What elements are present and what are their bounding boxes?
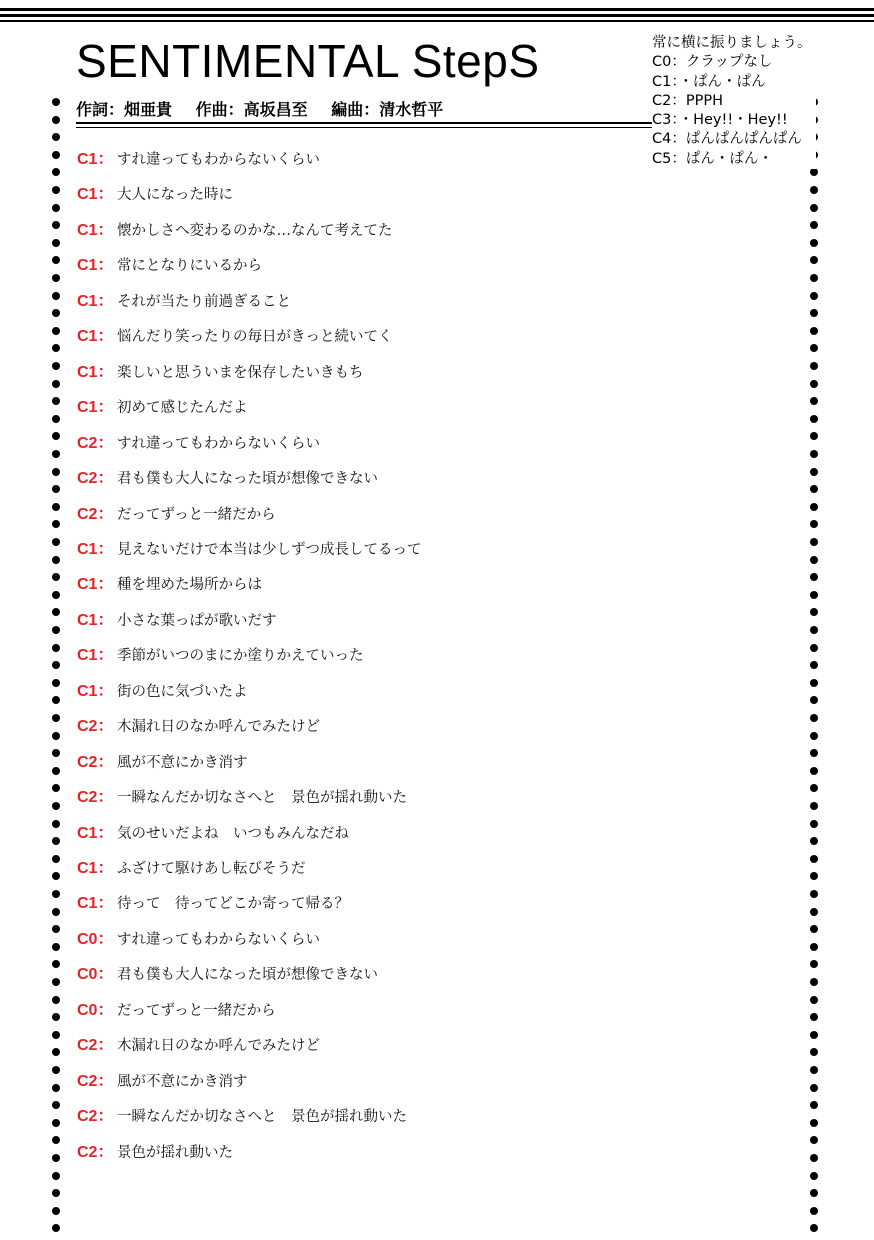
border-dot: [52, 1136, 60, 1144]
border-dot: [810, 221, 818, 229]
lyric-text: 懐かしさへ変わるのかな…なんて考えてた: [117, 222, 393, 239]
border-dot: [52, 1189, 60, 1197]
border-dot: [52, 1119, 60, 1127]
border-dot: [810, 397, 818, 405]
border-dot: [810, 292, 818, 300]
border-dot: [52, 908, 60, 916]
border-dot: [52, 256, 60, 264]
border-dot: [810, 274, 818, 282]
border-dot: [52, 1066, 60, 1074]
lyric-text: 街の色に気づいたよ: [117, 683, 248, 700]
border-dot: [52, 978, 60, 986]
border-dot: [52, 520, 60, 528]
border-dot: [810, 485, 818, 493]
lyric-line: [77, 536, 422, 558]
border-dot: [52, 608, 60, 616]
lyric-text: 木漏れ日のなか呼んでみたけど: [117, 1038, 320, 1055]
border-dot: [810, 661, 818, 669]
lyric-text: それが当たり前過ぎること: [117, 293, 291, 310]
lyric-line: [77, 820, 349, 842]
lyric-line: [77, 1139, 233, 1161]
border-dot: [52, 714, 60, 722]
border-dot: [810, 925, 818, 933]
border-dot: [810, 837, 818, 845]
lyric-line: [77, 749, 248, 771]
border-dot: [810, 168, 818, 176]
border-dot: [810, 344, 818, 352]
border-dot: [810, 256, 818, 264]
border-dot: [810, 732, 818, 740]
border-dot: [810, 608, 818, 616]
border-dot: [52, 1224, 60, 1232]
lyric-text: すれ違ってもわからないくらい: [117, 152, 320, 168]
border-dot: [52, 591, 60, 599]
call-code: C0：: [77, 930, 114, 948]
call-code: C1：: [77, 257, 114, 275]
border-dot: [810, 696, 818, 704]
border-dot: [810, 380, 818, 388]
call-code: C2：: [77, 1072, 114, 1090]
lyric-text: 初めて感じたんだよ: [117, 400, 248, 417]
title-underline: [76, 122, 652, 124]
border-dot: [810, 714, 818, 722]
call-code: C2：: [77, 1143, 114, 1161]
border-dot: [52, 784, 60, 792]
call-code: C1：: [77, 292, 114, 310]
lyric-line: [77, 926, 320, 948]
lyric-line: [77, 642, 364, 664]
border-dot: [52, 890, 60, 898]
border-dot: [52, 1207, 60, 1215]
lyric-text: 楽しいと思ういまを保存したいきもち: [117, 364, 364, 381]
border-dot: [52, 1172, 60, 1180]
border-dot: [52, 556, 60, 564]
lyric-line: [77, 430, 320, 452]
border-dot: [52, 960, 60, 968]
lyric-line: [77, 394, 248, 416]
border-dot: [810, 890, 818, 898]
border-dot: [810, 432, 818, 440]
border-dot: [810, 943, 818, 951]
border-dot: [52, 626, 60, 634]
lyric-line: [77, 146, 320, 168]
lyric-text: 常にとなりにいるから: [117, 258, 262, 275]
border-dot: [810, 1013, 818, 1021]
lyric-text: だってずっと一緒だから: [117, 506, 276, 523]
lyric-line: [77, 571, 262, 593]
call-code: C1：: [77, 895, 114, 913]
legend-item: C0：クラップなし: [652, 54, 773, 71]
call-code: C1：: [77, 363, 114, 381]
credits: [76, 97, 461, 120]
lyric-text: 小さな葉っぱが歌いだす: [117, 612, 277, 629]
border-dot: [52, 1084, 60, 1092]
border-dot: [810, 503, 818, 511]
border-dot: [52, 855, 60, 863]
border-dot: [810, 978, 818, 986]
title-underline: [76, 127, 652, 128]
border-dot: [810, 767, 818, 775]
border-dot: [52, 168, 60, 176]
border-dot: [52, 732, 60, 740]
border-dot: [810, 960, 818, 968]
lyric-text: 景色が揺れ動いた: [117, 1144, 233, 1161]
border-dot: [810, 309, 818, 317]
border-dot: [52, 362, 60, 370]
border-dot: [810, 1136, 818, 1144]
border-dot: [810, 556, 818, 564]
lyric-text: 一瞬なんだか切なさへと 景色が揺れ動いた: [117, 790, 407, 807]
border-dot: [52, 837, 60, 845]
border-dot: [52, 186, 60, 194]
call-code: C1：: [77, 611, 114, 629]
call-code: C2：: [77, 789, 114, 807]
border-dot: [810, 1119, 818, 1127]
border-dot: [810, 415, 818, 423]
border-dot: [52, 1013, 60, 1021]
border-dot: [52, 538, 60, 546]
border-dot: [810, 362, 818, 370]
lyric-text: 君も僕も大人になった頃が想像できない: [117, 967, 378, 984]
lyric-line: [77, 784, 407, 806]
call-code: C1：: [77, 399, 114, 417]
lyric-text: 木漏れ日のなか呼んでみたけど: [117, 719, 320, 736]
border-dot: [810, 573, 818, 581]
lyric-line: [77, 359, 364, 381]
top-rule: [0, 14, 874, 17]
border-dot: [52, 415, 60, 423]
lyric-line: [77, 678, 248, 700]
lyricist-credit: 作詞：畑亜貴: [76, 100, 173, 119]
border-dot: [810, 1154, 818, 1162]
border-dot: [52, 1101, 60, 1109]
call-code: C1：: [77, 824, 114, 842]
lyric-line: [77, 997, 276, 1019]
border-dot: [810, 1048, 818, 1056]
border-dot: [52, 292, 60, 300]
lyric-text: 風が不意にかき消す: [117, 1073, 248, 1090]
border-dot: [810, 679, 818, 687]
border-dot: [52, 98, 60, 106]
border-dot: [52, 802, 60, 810]
border-dot: [810, 1224, 818, 1232]
border-dot: [810, 644, 818, 652]
call-code: C1：: [77, 221, 114, 239]
border-dot: [52, 696, 60, 704]
border-dot: [810, 591, 818, 599]
top-rule: [0, 20, 874, 22]
border-dot: [52, 327, 60, 335]
border-dot: [52, 1048, 60, 1056]
legend-item: C5：ぱん・ぱん・: [652, 150, 773, 167]
call-code: C2：: [77, 1108, 114, 1126]
border-dot: [810, 749, 818, 757]
call-legend: [652, 34, 816, 169]
border-dot: [810, 872, 818, 880]
lyric-text: 気のせいだよね いつもみんなだね: [117, 825, 349, 842]
lyric-text: 待って 待ってどこか寄って帰る？: [117, 896, 349, 913]
lyric-text: 悩んだり笑ったりの毎日がきっと続いてく: [117, 329, 393, 346]
call-code: C2：: [77, 505, 114, 523]
border-dot: [52, 397, 60, 405]
border-dot: [810, 538, 818, 546]
lyric-line: [77, 890, 349, 912]
call-code: C1：: [77, 682, 114, 700]
legend-item: C4：ぱんぱんぱんぱん: [652, 131, 802, 148]
lyric-text: ふざけて駆けあし転びそうだ: [117, 861, 306, 877]
border-dot: [52, 468, 60, 476]
border-dot: [52, 872, 60, 880]
lyric-line: [77, 252, 262, 274]
border-dot: [810, 1066, 818, 1074]
lyric-line: [77, 181, 233, 203]
call-code: C1：: [77, 860, 114, 877]
lyric-line: [77, 607, 277, 629]
border-dot: [52, 485, 60, 493]
border-dot: [52, 344, 60, 352]
border-dot: [52, 133, 60, 141]
lyric-line: [77, 961, 378, 983]
border-dot: [52, 204, 60, 212]
song-title: SENTIMENTAL StepS: [76, 35, 540, 87]
border-dot: [810, 626, 818, 634]
border-dot: [810, 1084, 818, 1092]
call-code: C1：: [77, 186, 114, 204]
border-dot: [52, 432, 60, 440]
lyric-text: すれ違ってもわからないくらい: [117, 435, 320, 452]
call-code: C1：: [77, 576, 114, 594]
lyric-text: 一瞬なんだか切なさへと 景色が揺れ動いた: [117, 1109, 407, 1126]
border-dot: [810, 1172, 818, 1180]
lyric-line: [77, 1103, 407, 1125]
lyric-text: 君も僕も大人になった頃が想像できない: [117, 471, 378, 488]
border-dot: [52, 1031, 60, 1039]
call-code: C2：: [77, 1037, 114, 1055]
border-dot: [810, 802, 818, 810]
border-dot: [810, 468, 818, 476]
lyric-line: [77, 855, 306, 877]
call-code: C2：: [77, 434, 114, 452]
call-code: C2：: [77, 753, 114, 771]
lyric-text: 見えないだけで本当は少しずつ成長してるって: [117, 541, 422, 558]
legend-note: 常に横に振りましょう。: [652, 35, 812, 51]
legend-item: C3：・Hey!!・Hey!!: [652, 112, 788, 129]
composer-credit: 作曲：高坂昌至: [195, 100, 308, 119]
arranger-credit: 編曲：清水哲平: [331, 100, 444, 119]
lyric-line: [77, 713, 320, 735]
border-dot: [810, 855, 818, 863]
border-dot: [810, 996, 818, 1004]
border-dot: [810, 204, 818, 212]
lyric-text: 風が不意にかき消す: [117, 754, 248, 771]
lyric-line: [77, 465, 378, 487]
lyric-text: 季節がいつのまにか塗りかえていった: [117, 648, 364, 665]
border-dot: [52, 679, 60, 687]
top-rule: [0, 8, 874, 11]
call-code: C2：: [77, 718, 114, 736]
border-dot: [52, 1154, 60, 1162]
legend-item: C1：・ぱん・ぱん: [652, 73, 766, 90]
lyric-text: だってずっと一緒だから: [117, 1002, 276, 1019]
lyric-text: すれ違ってもわからないくらい: [117, 931, 320, 948]
border-dot: [52, 820, 60, 828]
border-dot: [810, 327, 818, 335]
lyric-line: [77, 288, 291, 310]
border-dot: [810, 239, 818, 247]
lyric-line: [77, 1032, 320, 1054]
call-code: C0：: [77, 1001, 114, 1019]
border-dot: [810, 450, 818, 458]
border-dot: [52, 644, 60, 652]
border-dot: [52, 450, 60, 458]
call-code: C1：: [77, 540, 114, 558]
lyric-line: [77, 217, 393, 239]
legend-item: C2：PPPH: [652, 92, 723, 109]
border-dot: [810, 784, 818, 792]
border-dot: [52, 151, 60, 159]
call-code: C1：: [77, 328, 114, 346]
call-code: C0：: [77, 966, 114, 984]
lyric-text: 大人になった時に: [117, 187, 233, 204]
call-code: C1：: [77, 151, 114, 168]
border-dot: [810, 1207, 818, 1215]
border-dot: [810, 908, 818, 916]
border-dot: [52, 996, 60, 1004]
border-dot: [52, 116, 60, 124]
border-dot: [810, 520, 818, 528]
border-dot: [52, 309, 60, 317]
border-dot: [810, 1101, 818, 1109]
border-dot: [52, 749, 60, 757]
lyric-text: 種を埋めた場所からは: [117, 577, 262, 594]
border-dot: [52, 503, 60, 511]
border-dot: [52, 274, 60, 282]
call-code: C2：: [77, 470, 114, 488]
border-dot: [52, 661, 60, 669]
border-dot: [52, 767, 60, 775]
border-dot: [52, 943, 60, 951]
border-dot: [52, 380, 60, 388]
border-dot: [810, 1189, 818, 1197]
border-dot: [810, 186, 818, 194]
call-code: C1：: [77, 647, 114, 665]
border-dot: [810, 1031, 818, 1039]
border-dot: [810, 820, 818, 828]
lyric-line: [77, 1068, 248, 1090]
border-dot: [52, 573, 60, 581]
border-dot: [52, 221, 60, 229]
border-dot: [52, 925, 60, 933]
lyric-line: [77, 323, 393, 345]
border-dot: [52, 239, 60, 247]
lyric-line: [77, 501, 276, 523]
